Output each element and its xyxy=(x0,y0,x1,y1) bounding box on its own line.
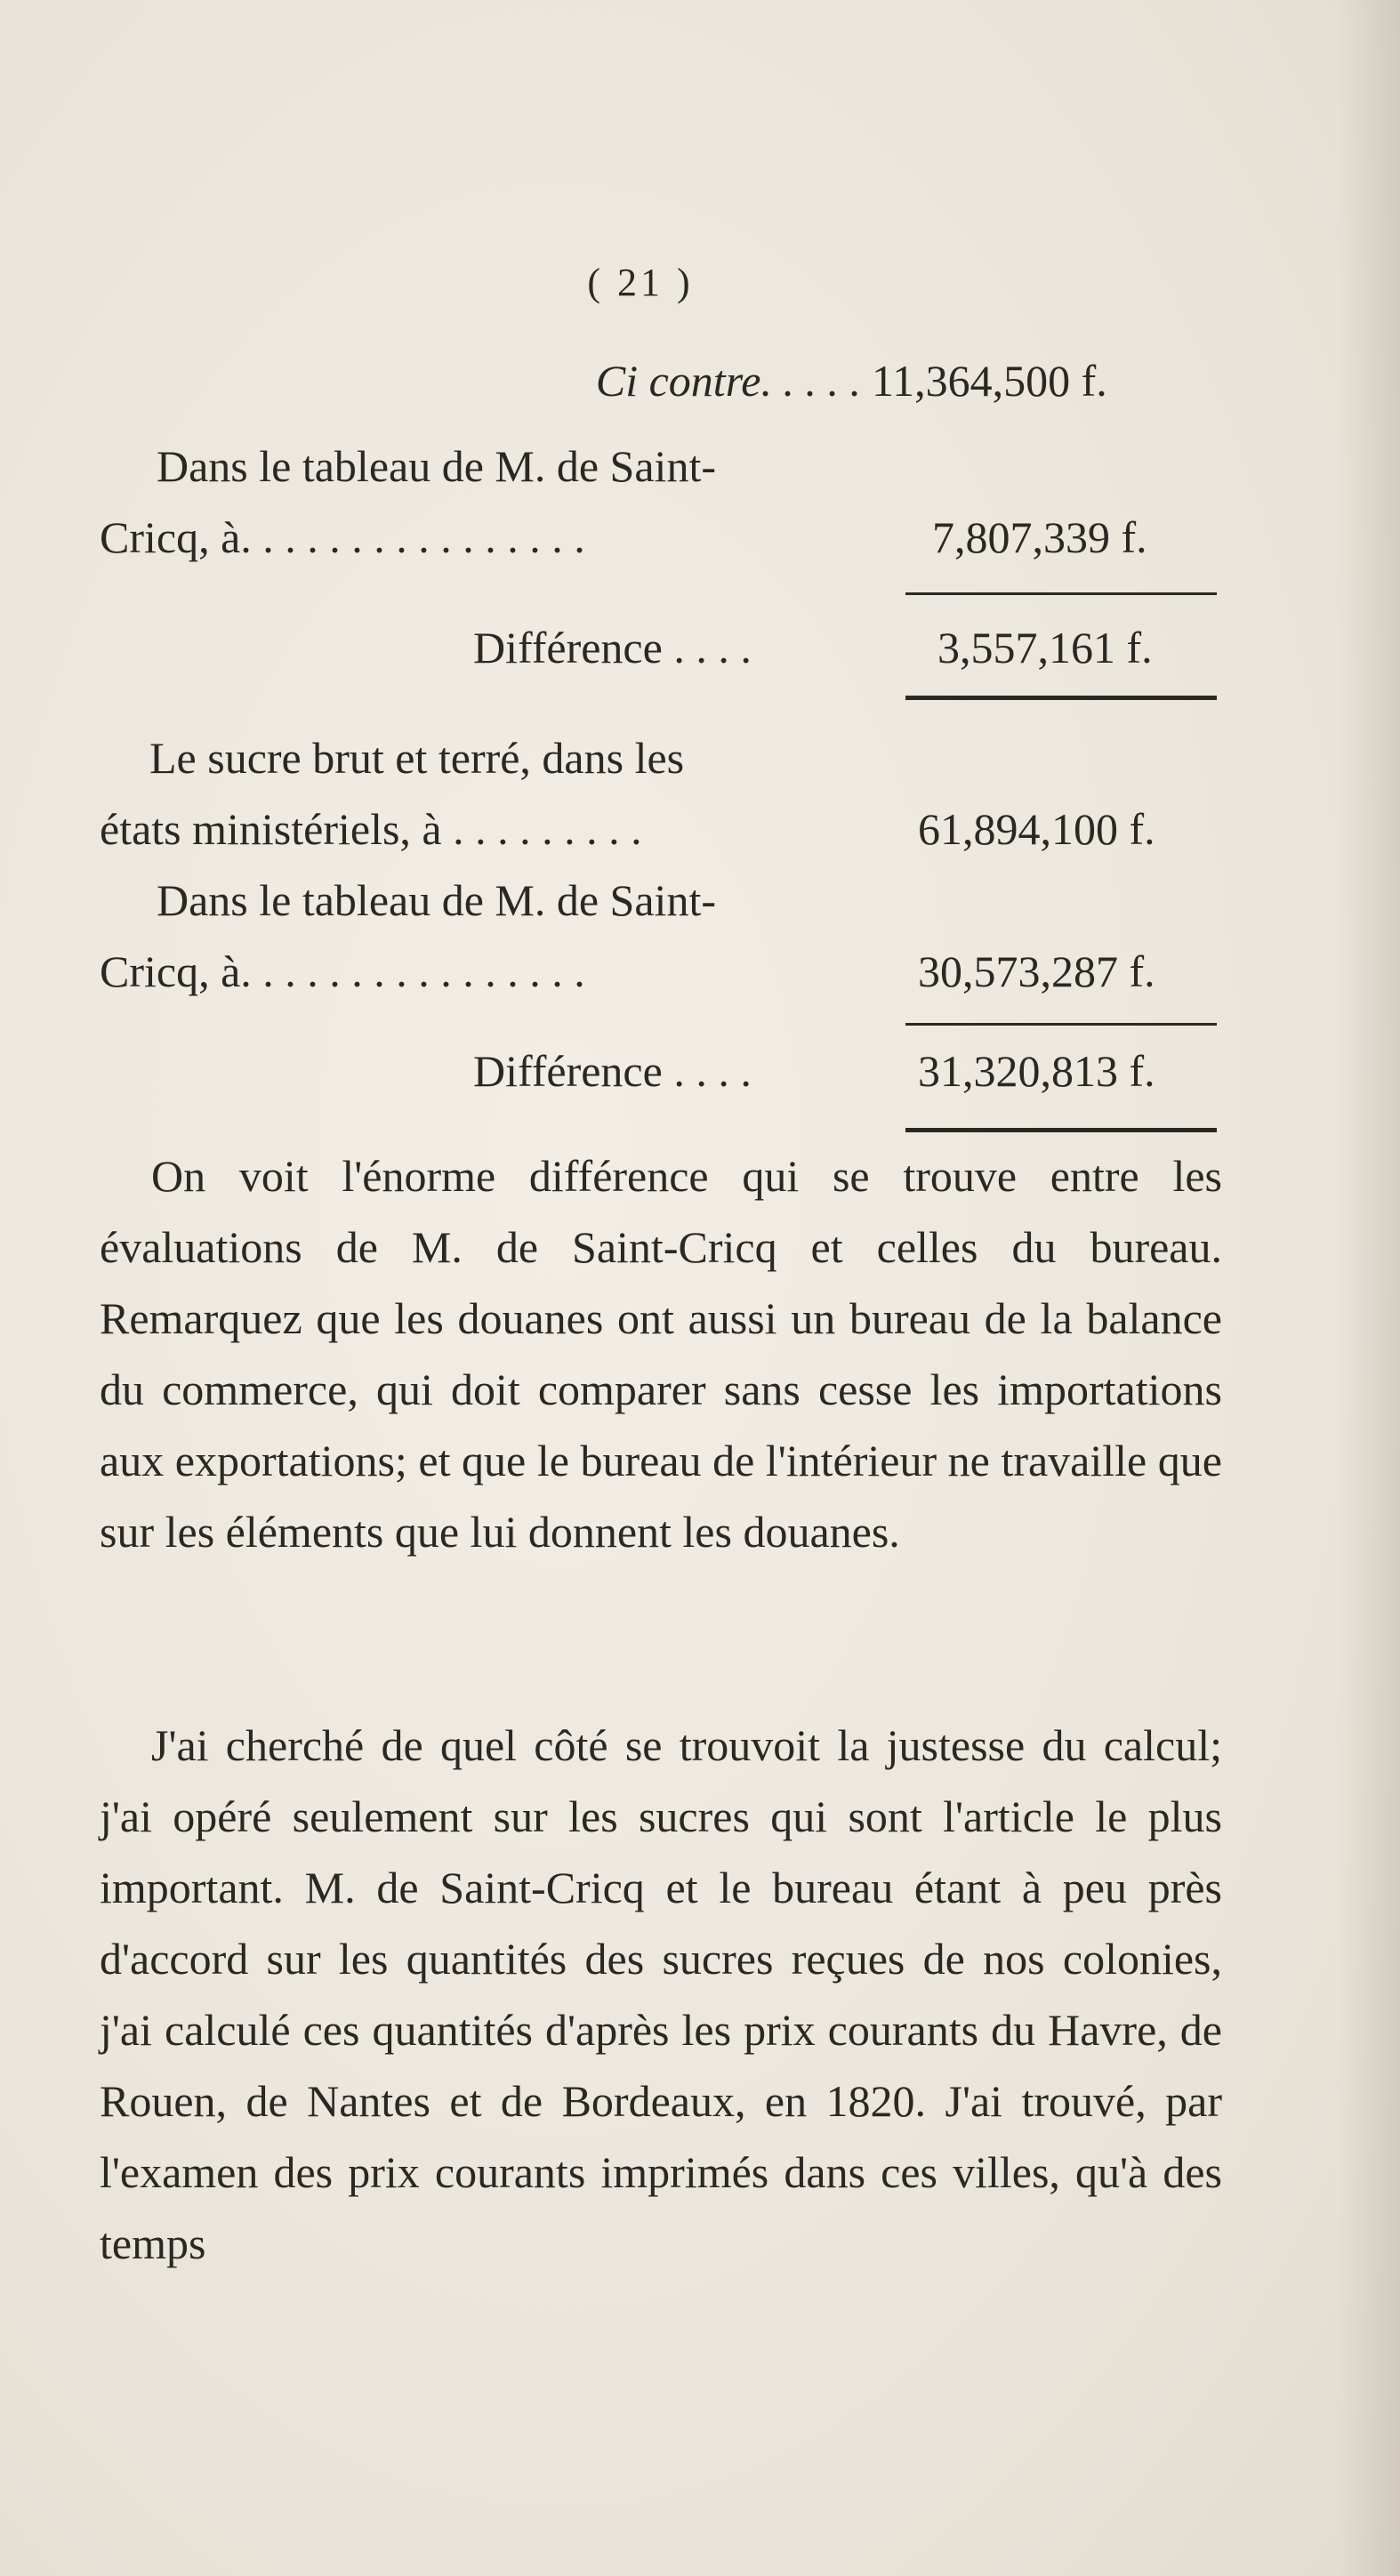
sucre-brut-label-line2: états ministériels, à . . . . . . . . . xyxy=(100,804,642,854)
rule-after-difference-2 xyxy=(905,1128,1217,1132)
rule-before-difference-1 xyxy=(905,592,1217,595)
page-edge-shadow xyxy=(1338,0,1400,2576)
saint-cricq-2-label-line1: Dans le tableau de M. de Saint- xyxy=(157,875,716,925)
saint-cricq-1-label-line2: Cricq, à. . . . . . . . . . . . . . . . xyxy=(100,512,585,562)
rule-after-difference-1 xyxy=(905,696,1217,700)
difference-2-label: Différence . . . . xyxy=(473,1046,752,1096)
saint-cricq-1-label-line1: Dans le tableau de M. de Saint- xyxy=(157,441,716,491)
difference-2-amount: 31,320,813 f. xyxy=(918,1046,1155,1096)
sucre-brut-amount: 61,894,100 f. xyxy=(918,804,1155,854)
paragraph-2: J'ai cherché de quel côté se trouvoit la justesse du calcul; j'ai opéré seulement sur les sucres qui sont l'article le plus important. M. de Saint-Cricq et le bureau étant à peu près d'accord sur les quantités des sucres reçues de nos colonies, j'ai calculé ces quantités d'après les prix courants du Havre, de Rouen, de Nantes et de Bordeaux, en 1820. J'ai trouvé, par l'examen des prix courants imprimés dans ces villes, qu'à des temps xyxy=(100,1720,1222,2268)
saint-cricq-2-label-line2: Cricq, à. . . . . . . . . . . . . . . . xyxy=(100,946,585,996)
difference-1-amount: 3,557,161 f. xyxy=(937,623,1153,672)
saint-cricq-1-amount: 7,807,339 f. xyxy=(932,512,1147,562)
page-number: ( 21 ) xyxy=(587,261,694,304)
ci-contre-amount: 11,364,500 f. xyxy=(872,356,1107,406)
sucre-brut-label-line1: Le sucre brut et terré, dans les xyxy=(149,733,685,783)
difference-1-label: Différence . . . . xyxy=(473,623,752,672)
paragraph-1: On voit l'énorme différence qui se trouve entre les évaluations de M. de Saint-Cricq et celles du bureau. Remarquez que les douanes ont aussi un bureau de la balance du commerce, qui doit comparer sans cesse les importations aux exportations; et que le bureau de l'intérieur ne travaille que sur les éléments que lui donnent les douanes. xyxy=(100,1151,1222,1557)
ci-contre-label: Ci contre. . . . . xyxy=(595,356,861,406)
saint-cricq-2-amount: 30,573,287 f. xyxy=(918,946,1155,996)
rule-before-difference-2 xyxy=(905,1023,1217,1026)
